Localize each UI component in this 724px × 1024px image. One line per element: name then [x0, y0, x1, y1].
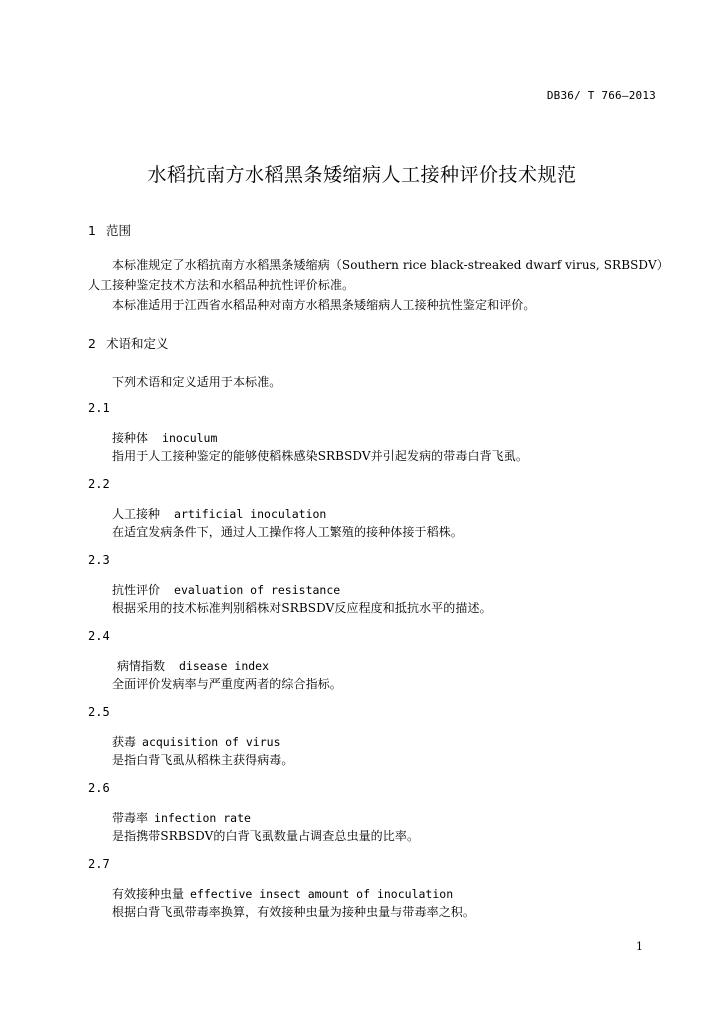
term-name-en: acquisition of virus — [142, 735, 281, 749]
term-name-zh: 带毒率 — [112, 811, 149, 825]
term-name-zh: 人工接种 — [112, 507, 161, 521]
term-definition: 根据采用的技术标准判别稻株对SRBSDV反应程度和抵抗水平的描述。 — [112, 601, 492, 615]
term-name-en: infection rate — [154, 811, 251, 825]
term-definition: 是指携带SRBSDV的白背飞虱数量占调查总虫量的比率。 — [112, 829, 420, 843]
term-definition: 全面评价发病率与严重度两者的综合指标。 — [112, 677, 342, 691]
term-name-en: evaluation of resistance — [174, 583, 341, 597]
term-definition: 指用于人工接种鉴定的能够使稻株感染SRBSDV并引起发病的带毒白背飞虱。 — [112, 449, 528, 463]
term-name-en: effective insect amount of inoculation — [190, 887, 454, 901]
scope-paragraph-line-2: 人工接种鉴定技术方法和水稻品种抗性评价标准。 — [88, 278, 355, 292]
term-number: 2.7 — [88, 857, 110, 871]
term-number: 2.3 — [88, 553, 110, 567]
section-number: 2 — [88, 336, 96, 351]
term-number: 2.2 — [88, 477, 110, 491]
term-number: 2.5 — [88, 705, 110, 719]
term-entry — [112, 429, 217, 446]
term-entry — [112, 581, 340, 598]
term-entry — [112, 885, 453, 902]
scope-applicability-paragraph: 本标准适用于江西省水稻品种对南方水稻黑条矮缩病人工接种抗性鉴定和评价。 — [112, 298, 536, 312]
scope-paragraph-line-1: 本标准规定了水稻抗南方水稻黑条矮缩病（Southern rice black-streaked dwarf virus, SRBSDV） — [112, 258, 669, 272]
section-number: 1 — [88, 223, 96, 238]
term-entry — [112, 809, 251, 826]
term-definition: 根据白背飞虱带毒率换算，有效接种虫量为接种虫量与带毒率之积。 — [112, 905, 476, 919]
term-name-zh: 病情指数 — [117, 659, 166, 673]
term-definition: 是指白背飞虱从稻株主获得病毒。 — [112, 753, 294, 767]
term-name-zh: 获毒 — [112, 735, 137, 749]
term-name-zh: 抗性评价 — [112, 583, 161, 597]
term-number: 2.1 — [88, 401, 110, 415]
term-definition: 在适宜发病条件下，通过人工操作将人工繁殖的接种体接于稻株。 — [112, 525, 463, 539]
term-number: 2.6 — [88, 781, 110, 795]
section-title: 术语和定义 — [106, 336, 169, 351]
document-code: DB36/ T 766—2013 — [546, 89, 656, 102]
term-name-zh: 接种体 — [112, 431, 149, 445]
term-number: 2.4 — [88, 629, 110, 643]
term-entry — [117, 657, 269, 674]
term-name-en: disease index — [179, 659, 270, 673]
section-2-heading — [88, 334, 169, 352]
section-1-heading — [88, 221, 131, 239]
document-title: 水稻抗南方水稻黑条矮缩病人工接种评价技术规范 — [147, 164, 577, 186]
section-title: 范围 — [106, 223, 132, 238]
term-entry — [112, 505, 326, 522]
term-entry — [112, 733, 281, 750]
term-name-zh: 有效接种虫量 — [112, 887, 185, 901]
page-number: 1 — [636, 940, 643, 953]
term-name-en: artificial inoculation — [174, 507, 327, 521]
term-name-en: inoculum — [162, 431, 218, 445]
terms-intro: 下列术语和定义适用于本标准。 — [112, 375, 282, 389]
